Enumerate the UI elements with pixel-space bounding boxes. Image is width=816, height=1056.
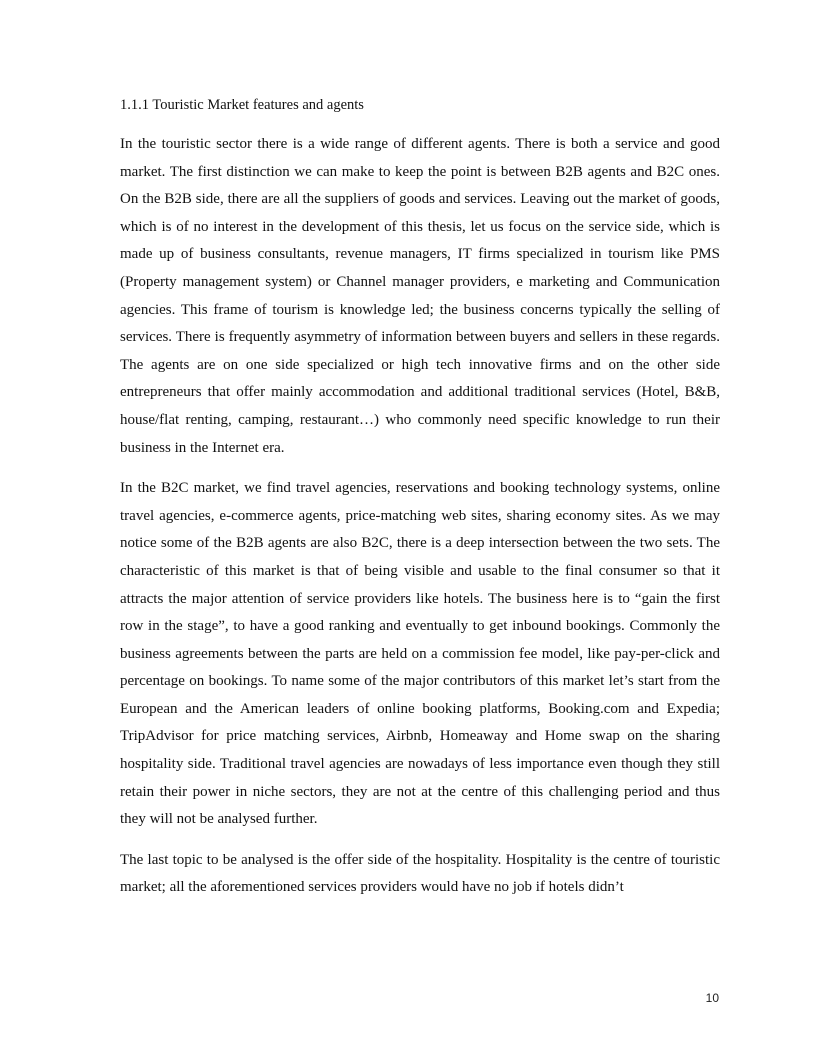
paragraph-hospitality-offer: The last topic to be analysed is the offer side of the hospitality. Hospitality is the centre of touristic market; all the aforementioned services providers would have no job if hotels didn’t xyxy=(120,851,720,896)
paragraph-b2c-market: In the B2C market, we find travel agencies, reservations and booking technology systems, online travel agencies, e-commerce agents, price-matching web sites, sharing economy sites. As we may notice some of the B2B agents are also B2C, there is a deep intersection between the two sets. The characteristic of this market is that of being visible and usable to the final consumer so that it attracts the major attention of service providers like hotels. The business here is to “gain the first row in the stage”, to have a good ranking and eventually to get inbound bookings. Commonly the business agreements between the parts are held on a commission fee model, like pay-per-click and percentage on bookings. To name some of the major contributors of this market let’s start from the European and the American leaders of online booking platforms, Booking.com and Expedia; TripAdvisor for price matching services, Airbnb, Homeaway and Home swap on the sharing hospitality side. Traditional travel agencies are nowadays of less importance even though they still retain their power in niche sectors, they are not at the centre of this challenging period and thus they will not be analysed further. xyxy=(120,480,720,828)
section-heading: 1.1.1 Touristic Market features and agents xyxy=(120,97,364,113)
page-number: 10 xyxy=(705,991,719,1005)
page-body xyxy=(120,95,720,915)
paragraph-b2b-market: In the touristic sector there is a wide range of different agents. There is both a service and good market. The first distinction we can make to keep the point is between B2B agents and B2C ones. On the B2B side, there are all the suppliers of goods and services. Leaving out the market of goods, which is of no interest in the development of this thesis, let us focus on the service side, which is made up of business consultants, revenue managers, IT firms specialized in tourism like PMS (Property management system) or Channel manager providers, e marketing and Communication agencies. This frame of tourism is knowledge led; the business concerns typically the selling of services. There is frequently asymmetry of information between buyers and sellers in these regards. The agents are on one side specialized or high tech innovative firms and on the other side entrepreneurs that offer mainly accommodation and additional traditional services (Hotel, B&B, house/flat renting, camping, restaurant…) who commonly need specific knowledge to run their business in the Internet era. xyxy=(120,136,720,456)
